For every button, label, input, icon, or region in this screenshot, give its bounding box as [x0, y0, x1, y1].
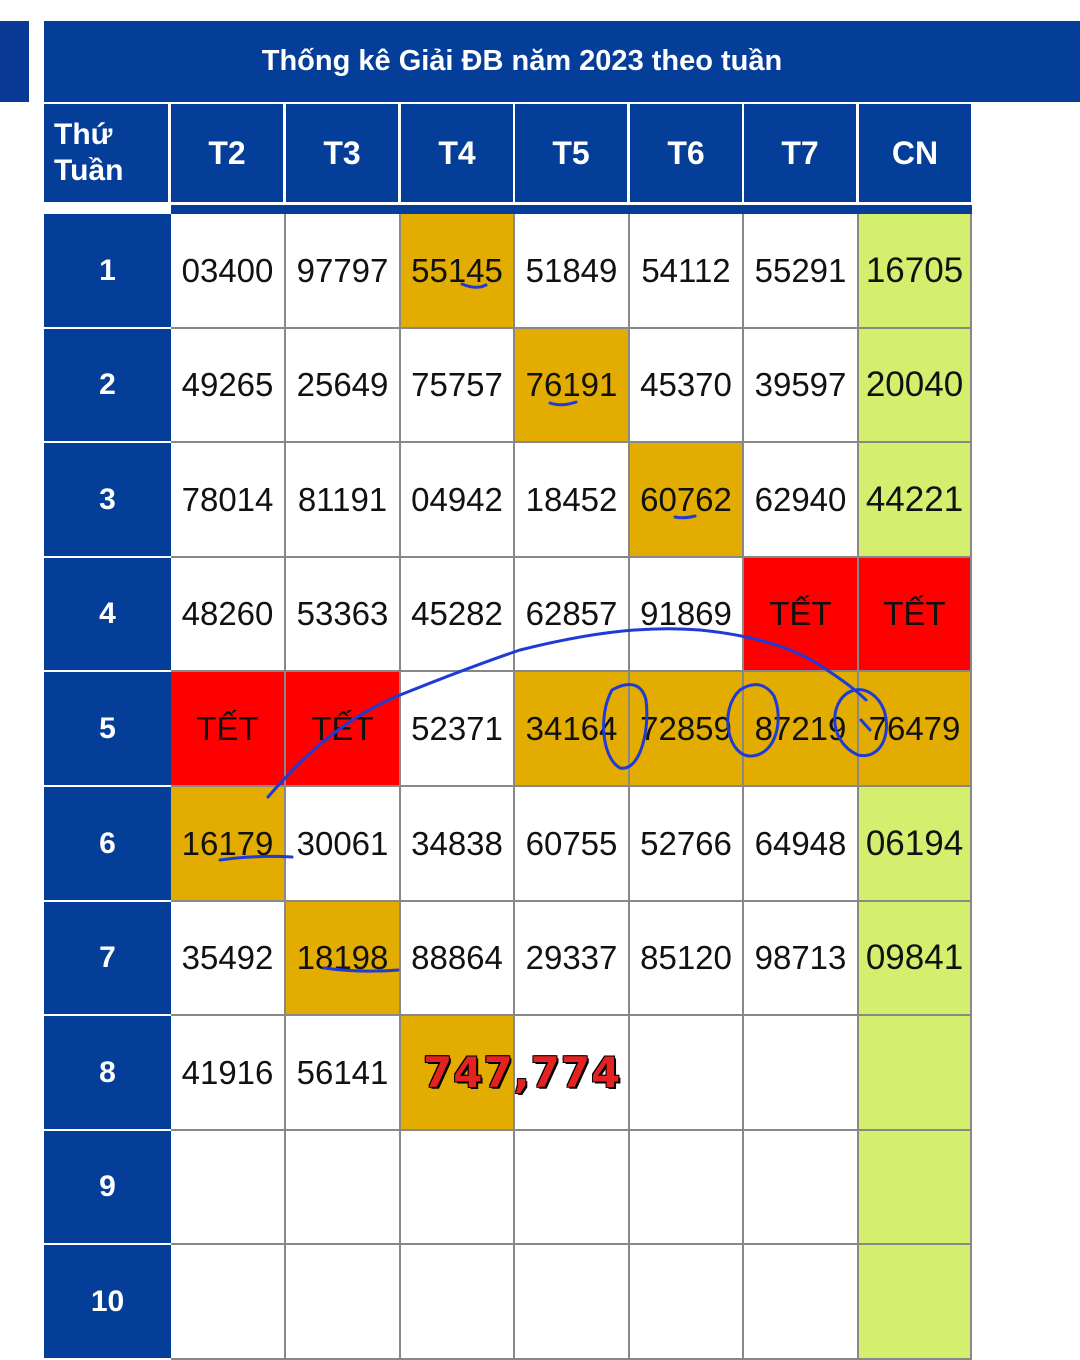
result-cell-t5: 34164 [515, 672, 630, 787]
result-cell-t5: 29337 [515, 902, 630, 1016]
corner-header [44, 104, 168, 202]
result-cell-t4 [401, 1245, 515, 1360]
result-cell-cn: 76479 [859, 672, 972, 787]
result-cell-t5: 60755 [515, 787, 630, 902]
result-cell-t3: 53363 [286, 558, 401, 672]
result-cell-cn: 20040 [859, 329, 972, 443]
result-cell-t3 [286, 1245, 401, 1360]
result-cell-t6: 91869 [630, 558, 744, 672]
result-cell-cn: 16705 [859, 214, 972, 329]
result-cell-t2 [171, 1245, 286, 1360]
week-label: 10 [44, 1245, 171, 1358]
week-label: 9 [44, 1131, 171, 1243]
result-cell-t6 [630, 1131, 744, 1245]
result-cell-t6: 45370 [630, 329, 744, 443]
result-cell-t4: 88864 [401, 902, 515, 1016]
result-cell-t7 [744, 1131, 859, 1245]
header-t5: T5 [515, 104, 627, 202]
result-cell-t6: 85120 [630, 902, 744, 1016]
result-cell-t7: TẾT [744, 558, 859, 672]
result-cell-t5: 51849 [515, 214, 630, 329]
week-label: 3 [44, 443, 171, 556]
result-cell-t3: 30061 [286, 787, 401, 902]
result-cell-cn [859, 1245, 972, 1360]
result-cell-t3: 25649 [286, 329, 401, 443]
result-cell-t3: 97797 [286, 214, 401, 329]
result-cell-t5: 62857 [515, 558, 630, 672]
result-cell-t3: 81191 [286, 443, 401, 558]
result-cell-t6: 52766 [630, 787, 744, 902]
result-cell-t5: 76191 [515, 329, 630, 443]
result-cell-t4: 75757 [401, 329, 515, 443]
result-cell-t7: 87219 [744, 672, 859, 787]
table-title: Thống kê Giải ĐB năm 2023 theo tuần [44, 21, 1080, 102]
result-cell-t3: 56141 [286, 1016, 401, 1131]
header-t2: T2 [171, 104, 283, 202]
result-cell-t6: 72859 [630, 672, 744, 787]
result-cell-t6 [630, 1245, 744, 1360]
result-cell-t4: 45282 [401, 558, 515, 672]
result-cell-t6 [630, 1016, 744, 1131]
result-cell-cn [859, 1016, 972, 1131]
result-cell-t7: 64948 [744, 787, 859, 902]
header-t7: T7 [744, 104, 856, 202]
corner-label-thu: Thứ [54, 118, 113, 151]
corner-label-tuan: Tuần [54, 154, 124, 187]
result-cell-t2: 03400 [171, 214, 286, 329]
result-cell-cn: TẾT [859, 558, 972, 672]
result-cell-t4: 55145 [401, 214, 515, 329]
result-cell-t2: 35492 [171, 902, 286, 1016]
header-cn: CN [859, 104, 971, 202]
week-label: 2 [44, 329, 171, 441]
result-cell-cn: 44221 [859, 443, 972, 558]
result-cell-t5 [515, 1245, 630, 1360]
result-cell-t5: 18452 [515, 443, 630, 558]
week-label: 7 [44, 902, 171, 1014]
result-cell-t2: 49265 [171, 329, 286, 443]
result-cell-t5 [515, 1131, 630, 1245]
result-cell-cn [859, 1131, 972, 1245]
result-cell-t4 [401, 1131, 515, 1245]
result-cell-t2: TẾT [171, 672, 286, 787]
result-cell-t3: TẾT [286, 672, 401, 787]
result-cell-t7: 39597 [744, 329, 859, 443]
result-cell-t4: 52371 [401, 672, 515, 787]
week-label: 6 [44, 787, 171, 900]
header-t6: T6 [630, 104, 742, 202]
result-cell-t7: 62940 [744, 443, 859, 558]
result-cell-t7 [744, 1245, 859, 1360]
result-cell-t2: 41916 [171, 1016, 286, 1131]
result-cell-t3 [286, 1131, 401, 1245]
result-cell-t2: 16179 [171, 787, 286, 902]
result-cell-cn: 06194 [859, 787, 972, 902]
result-cell-t4: 04942 [401, 443, 515, 558]
week-label: 4 [44, 558, 171, 670]
result-cell-t7: 55291 [744, 214, 859, 329]
side-tab [0, 21, 29, 102]
header-t3: T3 [286, 104, 398, 202]
header-t4: T4 [401, 104, 513, 202]
result-cell-t2 [171, 1131, 286, 1245]
result-cell-t4: 34838 [401, 787, 515, 902]
result-cell-t3: 18198 [286, 902, 401, 1016]
handwritten-number: 747,774 [423, 1048, 622, 1097]
week-label: 8 [44, 1016, 171, 1129]
result-cell-t7 [744, 1016, 859, 1131]
result-cell-t6: 54112 [630, 214, 744, 329]
result-cell-t7: 98713 [744, 902, 859, 1016]
week-label: 1 [44, 214, 171, 327]
week-label: 5 [44, 672, 171, 785]
result-cell-t2: 48260 [171, 558, 286, 672]
result-cell-t2: 78014 [171, 443, 286, 558]
result-cell-cn: 09841 [859, 902, 972, 1016]
result-cell-t6: 60762 [630, 443, 744, 558]
